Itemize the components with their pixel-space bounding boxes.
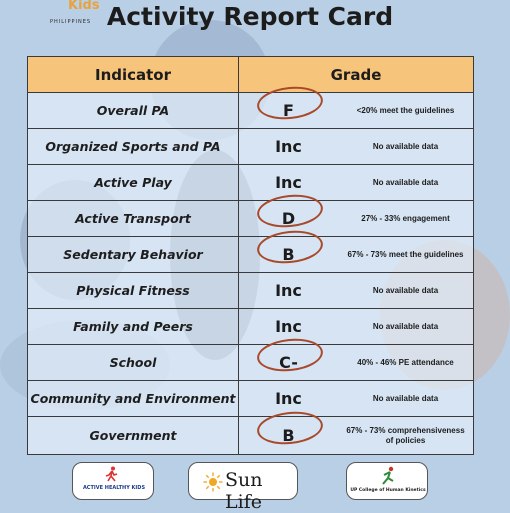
grade-cell (239, 345, 474, 381)
grade-cell (239, 273, 474, 309)
grade-cell (239, 93, 474, 129)
grade-text: Inc (275, 173, 302, 192)
table-header-row (28, 57, 474, 93)
grade-text: F (283, 101, 294, 120)
sun-life-logo (188, 462, 298, 513)
grade-value (239, 245, 338, 264)
grade-cell (239, 165, 474, 201)
indicator-cell: Government (28, 417, 239, 455)
grade-note: 27% - 33% engagement (361, 213, 450, 223)
table-row (28, 165, 474, 201)
grade-note: 67% - 73% meet the guidelines (347, 249, 464, 259)
table-row (28, 273, 474, 309)
athlete-icon (378, 466, 398, 486)
grade-cell (239, 237, 474, 273)
runner-icon (104, 466, 120, 482)
report-card-table (27, 56, 474, 455)
indicator-cell: Active Play (28, 165, 239, 201)
grade-value (239, 173, 338, 192)
grade-text: D (281, 209, 296, 228)
grade-text: Inc (275, 389, 302, 408)
table-row (28, 237, 474, 273)
grade-value (239, 137, 338, 156)
indicator-cell: Overall PA (28, 93, 239, 129)
grade-value (239, 101, 338, 120)
sun-icon (203, 472, 223, 492)
logo-brand-text: Kids (68, 0, 100, 13)
indicator-cell: Active Transport (28, 201, 239, 237)
grade-text: B (282, 426, 295, 445)
grade-text: C- (279, 353, 298, 372)
grade-value (239, 209, 338, 228)
indicator-cell: Physical Fitness (28, 273, 239, 309)
table-body (28, 93, 474, 455)
table-row (28, 309, 474, 345)
logo-caption: Sun Life (225, 469, 263, 513)
footer-logos (0, 462, 500, 513)
grade-value (239, 389, 338, 408)
table-row (28, 417, 474, 455)
grade-note: No available data (372, 285, 439, 295)
grade-value (239, 353, 338, 372)
grade-note: <20% meet the guidelines (356, 105, 455, 115)
indicator-cell: Community and Environment (28, 381, 239, 417)
grade-cell (239, 201, 474, 237)
grade-text: B (282, 245, 295, 264)
grade-cell (239, 309, 474, 345)
table-row (28, 201, 474, 237)
grade-note: No available data (372, 141, 439, 151)
grade-column-header: Grade (239, 57, 474, 93)
indicator-cell: Organized Sports and PA (28, 129, 239, 165)
logo-caption: UP College of Human Kinetics (350, 488, 426, 493)
grade-note: No available data (372, 321, 439, 331)
indicator-column-header: Indicator (28, 57, 239, 93)
grade-value (239, 317, 338, 336)
grade-note: No available data (372, 177, 439, 187)
up-chk-logo (346, 462, 428, 500)
grade-text: Inc (275, 281, 302, 300)
grade-note: 67% - 73% comprehensiveness of policies (346, 425, 465, 445)
active-healthy-kids-logo (72, 462, 154, 500)
grade-cell (239, 381, 474, 417)
indicator-cell: Sedentary Behavior (28, 237, 239, 273)
grade-note: 40% - 46% PE attendance (357, 357, 454, 367)
grade-value (239, 426, 338, 445)
page-title: Activity Report Card (106, 2, 394, 31)
table-row (28, 93, 474, 129)
grade-text: Inc (275, 137, 302, 156)
logo-country-text: PHILIPPINES (50, 19, 92, 25)
grade-cell (239, 129, 474, 165)
grade-cell (239, 417, 474, 455)
grade-text: Inc (275, 317, 302, 336)
table-row (28, 345, 474, 381)
table-row (28, 381, 474, 417)
grade-value (239, 281, 338, 300)
table-row (28, 129, 474, 165)
indicator-cell: Family and Peers (28, 309, 239, 345)
indicator-cell: School (28, 345, 239, 381)
logo-caption: ACTIVE HEALTHY KIDS (82, 485, 146, 491)
grade-note: No available data (372, 393, 439, 403)
